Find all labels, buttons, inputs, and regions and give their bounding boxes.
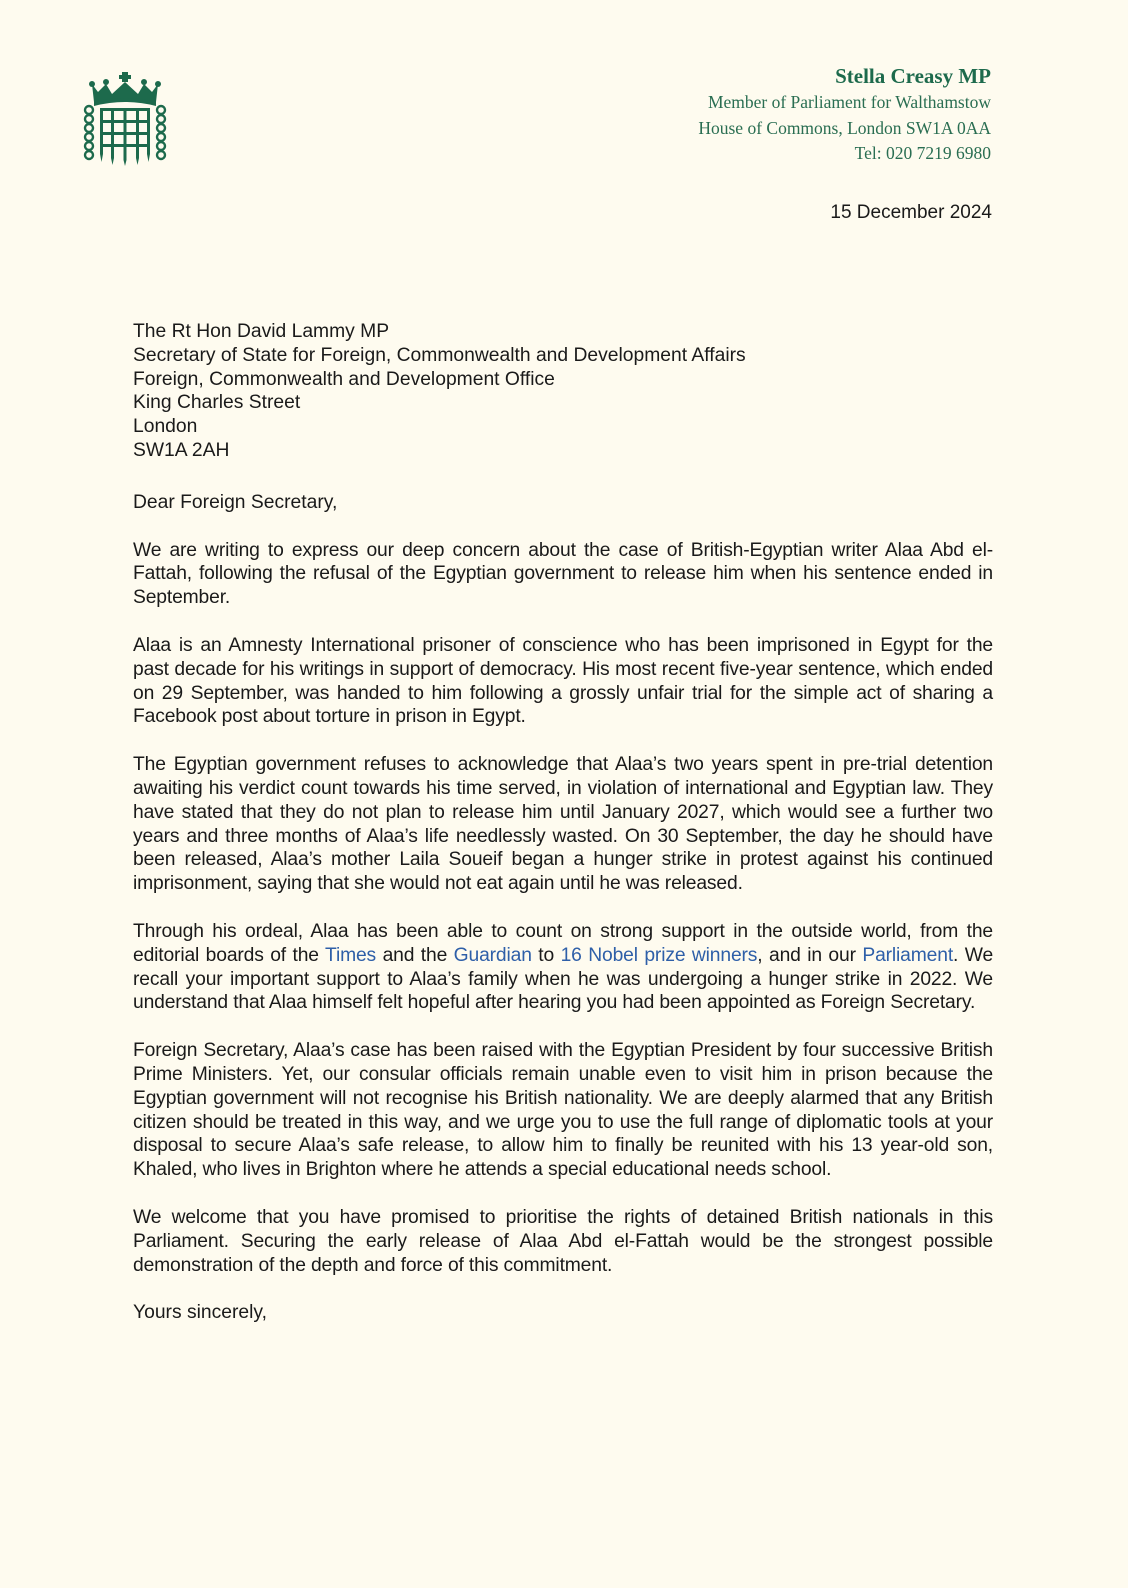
recipient-postcode: SW1A 2AH (133, 439, 230, 461)
paragraph-4-text-5: . We recall your important support to Alaa’s family when he was undergoing a hunger strike in 2022. We understand that Alaa himself felt hopeful after hearing you had been appointed as Foreign Secretary. (133, 944, 994, 1014)
recipient-city: London (133, 416, 198, 438)
link-times[interactable]: Times (325, 944, 377, 966)
letter-body (133, 320, 993, 1325)
mp-role: Member of Parliament for Walthamstow (707, 92, 991, 112)
recipient-office: Foreign, Commonwealth and Development Office (133, 368, 555, 390)
paragraph-1: We are writing to express our deep concern about the case of British-Egyptian writer Alaa Abd el-Fattah, following the refusal of the Egyptian government to release him when his sentence ended in September. (133, 539, 993, 609)
recipient-street: King Charles Street (133, 392, 301, 414)
paragraph-6: We welcome that you have promised to prioritise the rights of detained British nationals in this Parliament. Securing the early release of Alaa Abd el-Fattah would be the strongest possible demonstration of the depth and force of this commitment. (133, 1206, 993, 1276)
paragraph-2: Alaa is an Amnesty International prisoner of conscience who has been imprisoned in Egypt for the past decade for his writings in support of democracy. His most recent five-year sentence, which ended on 29 September, was handed to him following a grossly unfair trial for the simple act of sharing a Facebook post about torture in prison in Egypt. (133, 634, 993, 728)
portcullis-crown-icon (82, 70, 168, 166)
paragraph-4-text-4: , and in our (757, 944, 863, 966)
mp-telephone: Tel: 020 7219 6980 (854, 143, 991, 163)
recipient-address (133, 320, 993, 463)
mp-address: House of Commons, London SW1A 0AA (698, 117, 991, 138)
paragraph-4-text-2: and the (376, 944, 454, 966)
paragraph-4 (133, 920, 993, 1015)
paragraph-3: The Egyptian government refuses to acknowledge that Alaa’s two years spent in pre-trial detention awaiting his verdict count towards his time served, in violation of international and Egyptian law. They have stated that they do not plan to release him until January 2027, which would see a further two years and three months of Alaa’s life needlessly wasted. On 30 September, the day he should have been released, Alaa’s mother Laila Soueif began a hunger strike in protest against his continued imprisonment, saying that she would not eat again until he was released. (133, 754, 993, 895)
recipient-title: Secretary of State for Foreign, Commonwealth and Development Affairs (133, 344, 746, 366)
closing: Yours sincerely, (133, 1302, 267, 1324)
link-nobel-prize-winners[interactable]: 16 Nobel prize winners (560, 944, 758, 966)
salutation: Dear Foreign Secretary, (133, 491, 338, 513)
link-guardian[interactable]: Guardian (453, 944, 532, 966)
paragraph-4-text-1: Through his ordeal, Alaa has been able to count on strong support in the outside world, from the editorial boards of the (133, 920, 993, 966)
letterhead (698, 62, 991, 167)
letter-date: 15 December 2024 (830, 202, 992, 223)
recipient-name: The Rt Hon David Lammy MP (133, 321, 390, 342)
paragraph-4-text-3: to (531, 944, 561, 966)
link-parliament[interactable]: Parliament (862, 944, 954, 966)
paragraph-5: Foreign Secretary, Alaa’s case has been raised with the Egyptian President by four successive British Prime Ministers. Yet, our consular officials remain unable even to visit him in prison because the Egyptian government will not recognise his British nationality. We are deeply alarmed that any British citizen should be treated in this way, and we urge you to use the full range of diplomatic tools at your disposal to secure Alaa’s safe release, to allow him to finally be reunited with his 13 year-old son, Khaled, who lives in Brighton where he attends a special educational needs school. (133, 1040, 993, 1181)
mp-name: Stella Creasy MP (835, 64, 991, 88)
